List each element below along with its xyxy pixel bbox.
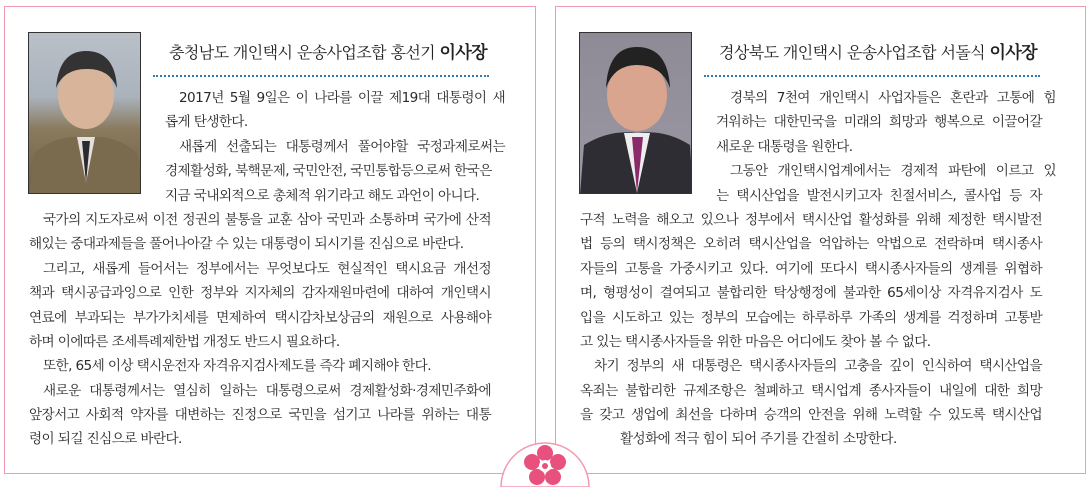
- text-line: 새로운 대통령을 원한다.: [716, 138, 853, 155]
- text-line: 2017년 5월 9일은 이 나라를 이끌 제19대 대통령이 새: [179, 90, 505, 106]
- article-body: [29, 86, 505, 452]
- paragraph: [29, 379, 491, 452]
- author-role: 이사장: [439, 43, 487, 63]
- flower-ornament-icon: [498, 437, 592, 487]
- text-line: 경북의 7천여 개인택시 사업자들은 혼란과 고통에 힘: [730, 90, 1056, 106]
- text-line: 법 등의 택시정책은 오히려 택시산업을 억압하는 악법으로 전락하며 택시종사: [580, 236, 1042, 253]
- text-line: 앞장서고 사회적 약자를 대변하는 진정으로 국민을 섬기고 나라를 위하는 대통: [29, 407, 491, 424]
- dotted-divider: [153, 75, 489, 77]
- author-name: 경상북도 개인택시 운송사업조합 서돌식: [719, 43, 986, 62]
- dotted-divider: [704, 75, 1040, 77]
- text-line: 는 택시산업을 발전시키고자 친절서비스, 콜사업 등 자: [716, 187, 1042, 204]
- text-line: 겨워하는 대한민국을 미래의 희망과 행복으로 이끌어갈: [716, 114, 1042, 131]
- article-body: [580, 86, 1056, 452]
- paragraph: [29, 208, 491, 257]
- paragraph: [580, 159, 1056, 354]
- paragraph: [29, 354, 491, 378]
- right-article: [555, 6, 1086, 474]
- text-line: 그리고, 새롭게 들어서는 정부에서는 무엇보다도 현실적인 택시요금 개선정: [43, 260, 491, 277]
- paragraph: [580, 86, 1056, 159]
- text-line: 새로운 대통령께서는 열심히 일하는 대통령으로써 경제활성화·경제민주화에: [43, 382, 491, 399]
- text-line: 령이 되길 진심으로 바란다.: [29, 431, 182, 448]
- text-line: 지금 국내외적으로 총체적 위기라고 해도 과언이 아니다.: [165, 187, 480, 204]
- text-line: 책과 택시공급과잉으로 인한 정부와 지자체의 감자재원마련에 대하여 개인택시: [29, 285, 491, 302]
- text-line: 해있는 중대과제들을 풀어나아갈 수 있는 대통령이 되시기를 진심으로 바란다.: [29, 236, 464, 253]
- author-role: 이사장: [989, 43, 1037, 63]
- text-line: 경제활성화, 북핵문제, 국민안전, 국민통합등으로써 한국은: [165, 163, 492, 180]
- paragraph: [29, 86, 505, 135]
- text-line: 구적 노력을 해오고 있으나 정부에서 택시산업 활성화를 위해 제정한 택시발전: [580, 211, 1042, 228]
- text-line: 자들의 고통을 가중시키고 있다. 여기에 또다시 택시종사자들의 생계를 위협하: [580, 260, 1042, 277]
- paragraph: [29, 135, 505, 208]
- paragraph: [580, 354, 1042, 452]
- text-line: 고 있는 택시종사자들을 위한 마음은 어디에도 찾아 볼 수 없다.: [580, 333, 931, 350]
- text-line: 입을 시도하고 있는 정부의 모습에는 하루하루 가족의 생계를 걱정하며 고통받: [580, 309, 1042, 326]
- text-line: 옥죄는 불합리한 규제조항은 철폐하고 택시업계 종사자들이 내일에 대한 희망: [580, 382, 1042, 399]
- text-line: 연료에 부과되는 부가가치세를 면제하여 택시감차보상금의 재원으로 사용해야: [29, 309, 491, 326]
- article-title: [169, 38, 487, 63]
- text-line: 국가의 지도자로써 이전 정권의 불통을 교훈 삼아 국민과 소통하며 국가에 산적: [43, 211, 491, 228]
- article-title: [719, 38, 1037, 63]
- left-article: [4, 6, 536, 474]
- author-name: 충청남도 개인택시 운송사업조합 홍선기: [169, 43, 436, 62]
- text-line: 며, 형평성이 결여되고 불합리한 탁상행정에 불과한 65세이상 자격유지검사 도: [580, 285, 1042, 302]
- text-line: 차기 정부의 새 대통령은 택시종사자들의 고충을 깊이 인식하여 택시산업을: [594, 358, 1042, 375]
- text-line: 롭게 탄생한다.: [165, 114, 248, 131]
- text-line: 그동안 개인택시업계에서는 경제적 파탄에 이르고 있: [730, 163, 1056, 180]
- text-line: 활성화에 적극 힘이 되어 주기를 간절히 소망한다.: [620, 431, 897, 448]
- text-line: 또한, 65세 이상 택시운전자 자격유지검사제도를 즉각 폐지해야 한다.: [43, 358, 431, 375]
- text-line: 을 갖고 생업에 최선을 다하며 승객의 안전을 위해 노력할 수 있도록 택시산업: [580, 407, 1042, 424]
- paragraph: [29, 257, 491, 355]
- text-line: 새롭게 선출되는 대통령께서 풀어야할 국정과제로써는: [179, 138, 505, 155]
- text-line: 하며 이에따른 조세특례제한법 개정도 반드시 필요하다.: [29, 333, 340, 350]
